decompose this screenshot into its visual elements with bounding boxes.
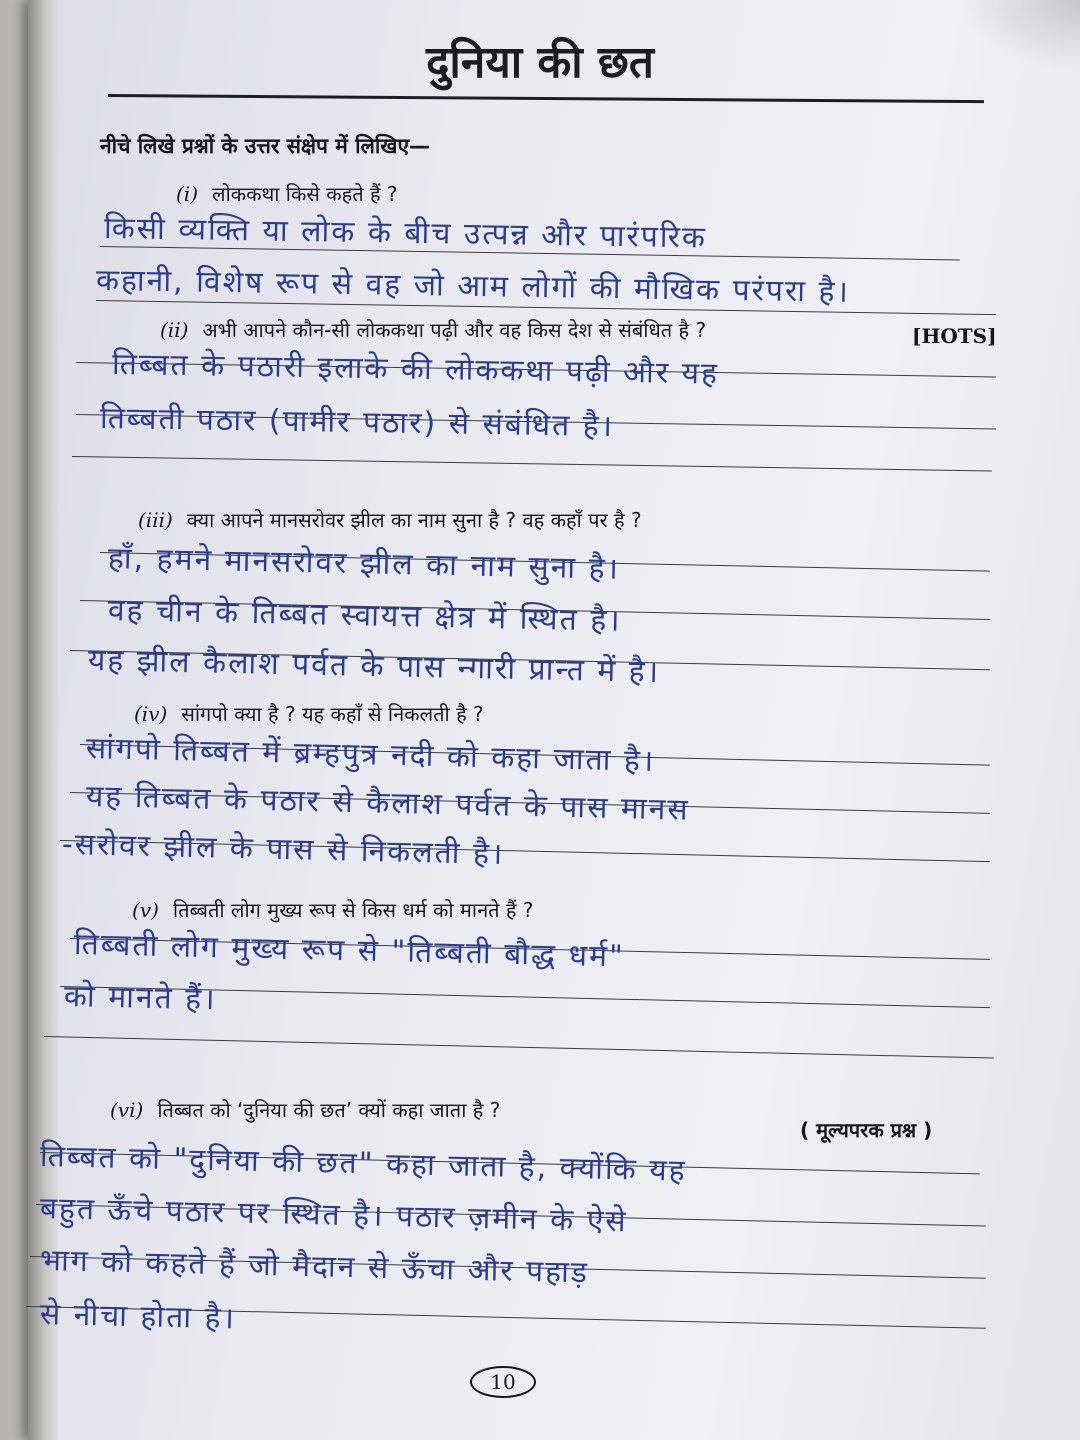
handwritten-answer-line: कहानी, विशेष रूप से वह जो आम लोगों की मौखिक परंपरा है। xyxy=(95,263,851,310)
handwritten-answer-line: सांगपो तिब्बत में ब्रम्हपुत्र नदी को कहा जाता है। xyxy=(85,731,656,779)
handwritten-answer-line: यह झील कैलाश पर्वत के पास न्गारी प्रान्त में है। xyxy=(87,643,661,690)
handwritten-answer-line: यह तिब्बत के पठार से कैलाश पर्वत के पास मानस xyxy=(85,779,690,828)
question-2 xyxy=(160,316,706,343)
handwritten-answer-line: तिब्बती लोग मुख्य रूप से "तिब्बती बौद्ध धर्म" xyxy=(73,927,626,975)
question-number: (iv) xyxy=(134,702,168,726)
handwritten-answer-line: वह चीन के तिब्बत स्वायत्त क्षेत्र में स्थित है। xyxy=(107,593,622,639)
instruction-text: नीचे लिखे प्रश्नों के उत्तर संक्षेप में लिखिए— xyxy=(100,134,431,158)
handwritten-answer-line: किसी व्यक्ति या लोक के बीच उत्पन्न और पारंपरिक xyxy=(103,211,708,256)
handwritten-answer-line: तिब्बत को "दुनिया की छत" कहा जाता है, क्योंकि यह xyxy=(39,1139,688,1189)
question-text: सांगपो क्या है ? यह कहाँ से निकलती है ? xyxy=(181,702,484,726)
question-number: (vi) xyxy=(110,1098,144,1122)
question-number: (ii) xyxy=(160,318,189,342)
handwritten-answer-line: बहुत ऊँचे पठार पर स्थित है। पठार ज़मीन के ऐसे xyxy=(39,1191,629,1240)
handwritten-answer-line: भाग को कहते हैं जो मैदान से ऊँचा और पहाड़ xyxy=(39,1243,590,1291)
handwritten-answer-line: -सरोवर झील के पास से निकलती है। xyxy=(61,827,505,873)
question-number: (v) xyxy=(132,898,159,922)
question-text: क्या आपने मानसरोवर झील का नाम सुना है ? वह कहाँ पर है ? xyxy=(186,508,642,532)
handwritten-answer-line: को मानते हैं। xyxy=(63,979,217,1018)
question-3 xyxy=(138,506,642,533)
page-title: दुनिया की छत xyxy=(426,37,654,88)
question-4 xyxy=(134,700,484,727)
handwritten-answer-line: से नीचा होता है। xyxy=(39,1297,237,1337)
question-text: लोककथा किसे कहते हैं ? xyxy=(212,182,398,206)
handwritten-answer-line: हाँ, हमने मानसरोवर झील का नाम सुना है। xyxy=(107,541,621,587)
question-1 xyxy=(176,180,398,207)
hots-tag: [HOTS] xyxy=(912,324,997,348)
question-number: (i) xyxy=(176,182,199,206)
page-number: 10 xyxy=(470,1366,536,1398)
handwritten-answer-line: तिब्बत के पठारी इलाके की लोककथा पढ़ी और यह xyxy=(111,347,720,392)
question-text: अभी आपने कौन-सी लोककथा पढ़ी और वह किस देश से संबंधित है ? xyxy=(202,318,707,342)
question-6 xyxy=(110,1096,500,1123)
handwritten-answer-line: तिब्बती पठार (पामीर पठार) से संबंधित है। xyxy=(99,401,615,445)
question-number: (iii) xyxy=(138,508,173,532)
question-text: तिब्बती लोग मुख्य रूप से किस धर्म को मानते हैं ? xyxy=(172,898,534,922)
question-text: तिब्बत को ‘दुनिया की छत’ क्यों कहा जाता है ? xyxy=(157,1098,501,1122)
question-5 xyxy=(132,896,534,923)
value-based-question-tag: ( मूल्यपरक प्रश्न ) xyxy=(800,1118,933,1142)
